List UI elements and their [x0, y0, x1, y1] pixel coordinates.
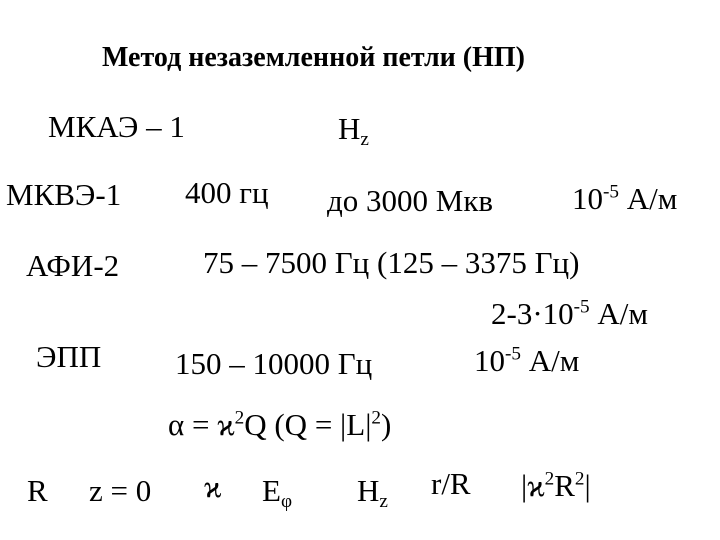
slide-title: Метод незаземленной петли (НП): [102, 42, 525, 73]
modulus-exp1: 2: [544, 468, 555, 490]
symbol-e-phi: [262, 473, 293, 512]
afi-sens-base: 2-3·10: [491, 296, 574, 331]
symbol-z-zero: z = 0: [89, 473, 152, 508]
formula-close: ): [381, 407, 392, 442]
mkve-frequency: 400 гц: [185, 175, 269, 210]
formula-exp2: 2: [371, 407, 382, 429]
mkve-sens-exp: -5: [603, 181, 619, 203]
afi-sensitivity: [491, 298, 648, 329]
device-epp: ЭПП: [36, 339, 102, 374]
formula-exp1: 2: [234, 407, 245, 429]
epp-sens-exp: -5: [505, 343, 521, 365]
epp-sens-unit: А/м: [521, 343, 580, 378]
afi-sens-exp: -5: [573, 296, 590, 318]
alpha-formula: [168, 409, 391, 440]
mkve-sensitivity: [572, 183, 677, 214]
hz-base: H: [357, 473, 380, 508]
device-afi: АФИ-2: [26, 248, 120, 283]
modulus-kappa: |ϰ: [521, 468, 545, 503]
e-phi-sub: φ: [280, 490, 293, 512]
device-mkae: МКАЭ – 1: [48, 109, 185, 144]
field-hz-base: H: [338, 111, 361, 146]
device-mkve: МКВЭ-1: [6, 177, 122, 212]
mkve-range: до 3000 Мкв: [327, 183, 494, 218]
field-hz-sub: z: [360, 128, 369, 150]
modulus-r: R: [554, 468, 575, 503]
symbol-ratio: r/R: [431, 466, 471, 501]
epp-sensitivity: [474, 345, 579, 376]
field-hz-label: [338, 111, 369, 150]
mkve-sens-base: 10: [572, 181, 603, 216]
afi-sens-unit: А/м: [589, 296, 649, 331]
symbol-kappa: ϰ: [204, 469, 222, 504]
hz-sub: z: [379, 490, 388, 512]
modulus-close: |: [584, 468, 591, 503]
formula-alpha: α =: [168, 407, 218, 442]
modulus-exp2: 2: [574, 468, 585, 490]
symbol-modulus: [521, 470, 591, 501]
afi-frequency: 75 – 7500 Гц (125 – 3375 Гц): [203, 245, 580, 280]
epp-frequency: 150 – 10000 Гц: [175, 346, 373, 381]
e-phi-base: E: [262, 473, 281, 508]
formula-kappa: ϰ: [217, 407, 235, 442]
epp-sens-base: 10: [474, 343, 505, 378]
symbol-r: R: [27, 473, 48, 508]
symbol-hz: [357, 473, 388, 512]
formula-q: Q (Q = |L|: [244, 407, 372, 442]
mkve-sens-unit: А/м: [619, 181, 678, 216]
